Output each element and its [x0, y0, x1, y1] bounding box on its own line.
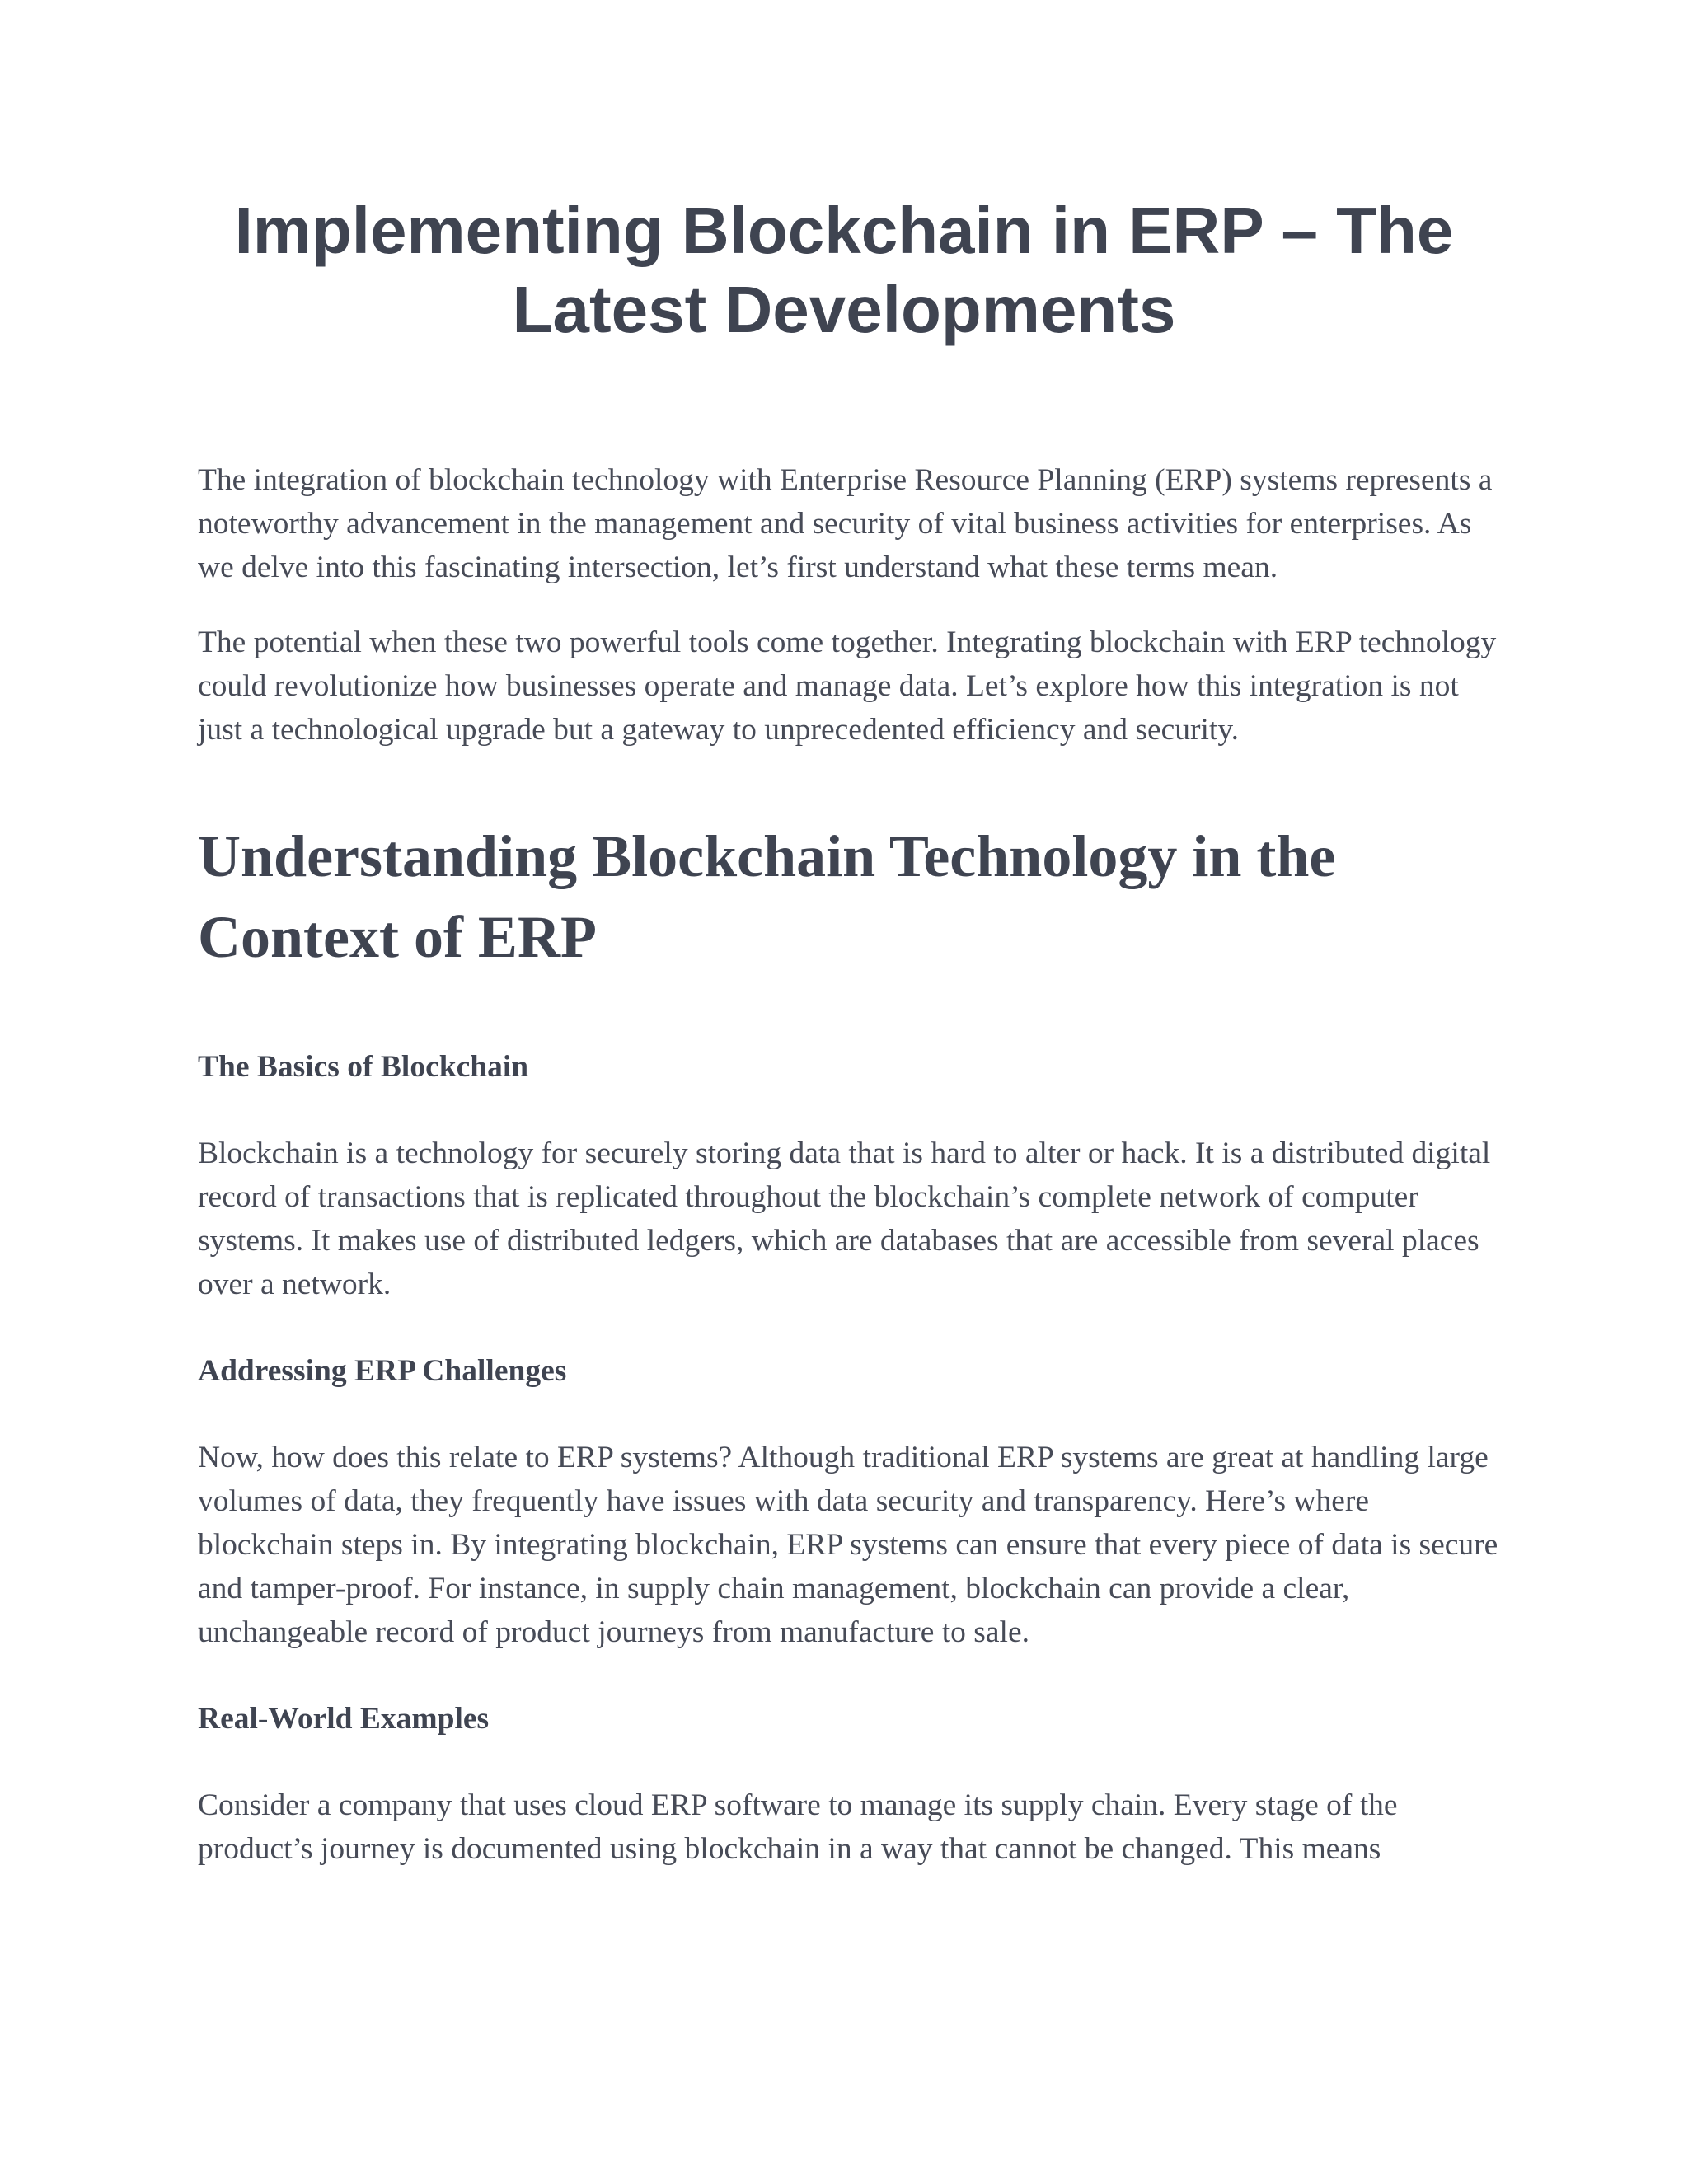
subsection-heading-basics: The Basics of Blockchain [198, 1050, 529, 1084]
subsection-heading-challenges: Addressing ERP Challenges [198, 1354, 567, 1388]
intro-paragraph-1: The integration of blockchain technology with Enterprise Resource Planning (ERP) systems represents a noteworthy advancement in the management and security of vital business activities for enterprises. As we delve into this fascinating intersection, let’s first understand what these terms mean. [198, 463, 1493, 584]
subsection-heading-examples: Real-World Examples [198, 1702, 490, 1736]
document-body [198, 458, 1500, 1871]
subsection-body-examples: Consider a company that uses cloud ERP software to manage its supply chain. Every stage of the product’s journey is documented using blockchain in a way that cannot be changed. This means [198, 1788, 1398, 1866]
document-title: Implementing Blockchain in ERP – The Latest Developments [234, 194, 1454, 346]
subsection-body-basics: Blockchain is a technology for securely storing data that is hard to alter or hack. It is a distributed digital record of transactions that is replicated throughout the blockchain’s complete network of computer systems. It makes use of distributed ledgers, which are databases that are accessible from several places over a network. [198, 1137, 1491, 1301]
intro-paragraph-2: The potential when these two powerful tools come together. Integrating blockchain with ERP technology could revolutionize how businesses operate and manage data. Let’s explore how this integration is not just a technological upgrade but a gateway to unprecedented efficiency and security. [198, 626, 1497, 747]
subsection-body-challenges: Now, how does this relate to ERP systems? Although traditional ERP systems are great at handling large volumes of data, they frequently have issues with data security and transparency. Here’s where blockchain steps in. By integrating blockchain, ERP systems can ensure that every piece of data is secure and tamper-proof. For instance, in supply chain management, blockchain can provide a clear, unchangeable record of product journeys from manufacture to sale. [198, 1441, 1498, 1649]
section-heading: Understanding Blockchain Technology in the Context of ERP [198, 823, 1336, 970]
